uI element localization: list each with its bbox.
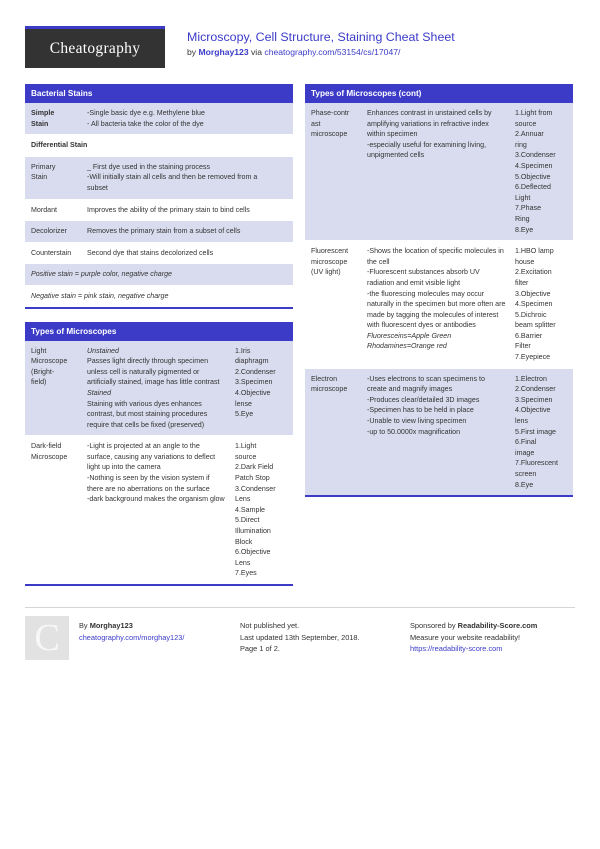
desc-line: naturally in the specimen but more often are [367,300,506,309]
step-line: 2.Excitation [515,268,552,277]
footer-sponsor-block [410,616,575,660]
desc-line: -Uses electrons to scan specimens to [367,374,485,383]
desc-line: - All bacteria take the color of the dye [87,119,204,128]
desc-line: Stained [87,388,112,397]
step-line: source [235,452,257,461]
sponsor-tagline: Measure your website readability! [410,632,521,642]
right-column [305,84,573,599]
desc-line: _ First dye used in the staining process [87,162,211,171]
row-term: Decolorizer [31,227,67,236]
page-footer [25,607,575,660]
desc-line: radiation and emit visible light [367,278,461,287]
step-line: 6.Final [515,438,537,447]
table-row [25,135,293,157]
row-steps [235,346,287,431]
row-term: Counterstain [31,248,72,257]
step-line: 6.Objective [235,548,271,557]
byline-via-label: via [248,47,265,57]
step-line: 5.Direct [235,516,260,525]
block-bacterial-stains [25,84,293,309]
desc-line: there are no aberrations on the surface [87,484,210,493]
row-steps [235,441,287,579]
sponsor-name: Readability-Score.com [457,621,538,630]
desc-line: -dark background makes the organism glow [87,495,225,504]
desc-line: -Specimen has to be held in place [367,406,474,415]
footer-author-line [79,620,184,632]
desc-line: amplifying variations in refractive index [367,119,489,128]
desc-line: Fluoresceins=Apple Green [367,331,452,340]
term-line: Stain [31,119,49,128]
step-line: 1.Light [235,442,257,451]
step-line: source [515,119,537,128]
desc-line: -Shows the location of specific molecules in [367,247,504,256]
step-line: 2.Condenser [515,385,556,394]
step-line: 3.Condenser [235,484,276,493]
block-title: Types of Microscopes (cont) [305,84,573,103]
header-titles [187,26,455,58]
table-row [25,221,293,243]
step-line: 3.Condenser [515,151,556,160]
desc-line: -Fluorescent substances absorb UV [367,268,480,277]
block-title: Bacterial Stains [25,84,293,103]
byline-by-label: by [187,47,199,57]
desc-line: -the fluorescing molecules may occur [367,289,485,298]
block-types-of-microscopes-cont [305,84,573,497]
desc-line: -Light is projected at an angle to the [87,442,200,451]
step-line: Illumination [235,527,271,536]
desc-line: -Single basic dye e.g. Methylene blue [87,109,205,117]
term-line: Simple [31,109,55,117]
table-row [25,286,293,307]
row-subheading: Differential Stain [31,141,88,150]
row-term [31,346,87,431]
step-line: 6.Deflected [515,183,551,192]
row-term [311,374,367,491]
desc-line: Staining with various dyes enhances [87,399,202,408]
table-row [25,243,293,265]
table-row [305,241,573,369]
publish-status: Not published yet. [240,621,300,630]
step-line: image [515,448,535,457]
row-description [367,246,515,363]
step-line: 4.Specimen [515,161,553,170]
term-line: Electron [311,374,338,383]
desc-line: the cell [367,257,390,266]
row-description [87,346,235,431]
desc-line: create and magnify images [367,385,453,394]
table-row [25,436,293,584]
footer-meta-block [240,616,410,660]
step-line: ring [515,140,527,149]
row-term [311,246,367,363]
table-row [25,264,293,286]
row-description: Improves the ability of the primary stain to bind cells [87,205,250,214]
desc-line: unless cell is naturally pigmented or [87,367,200,376]
step-line: filter [515,278,529,287]
last-updated: Last updated 13th September, 2018. [240,632,360,642]
step-line: Filter [515,342,531,351]
footer-author-text [79,616,184,660]
step-line: 7.Phase [515,204,542,213]
term-line: microscope [311,257,348,266]
block-title: Types of Microscopes [25,322,293,341]
step-line: 6.Barrier [515,331,543,340]
table-row [25,103,293,135]
term-line: (UV light) [311,268,341,277]
row-term: Mordant [31,205,58,214]
desc-line: light up into the camera [87,463,161,472]
step-line: Lens [235,495,251,504]
block-types-of-microscopes [25,322,293,586]
term-line: ast [311,119,321,128]
sponsor-url[interactable]: https://readability-score.com [410,644,503,653]
row-term [31,162,87,194]
term-line: Dark-field [31,442,62,451]
desc-line: -up to 50.0000x magnification [367,427,461,436]
term-line: Microscope [31,452,68,461]
desc-line: -Nothing is seen by the vision system if [87,474,210,483]
step-line: 1.Light from [515,109,553,117]
footer-author-name: Morghay123 [89,621,133,630]
step-line: 1.Electron [515,374,547,383]
table-row [305,369,573,496]
row-term [311,108,367,235]
desc-line: with fluorescent dyes or antibodies [367,321,476,330]
term-line: Stain [31,173,48,182]
row-term [31,441,87,579]
step-line: 2.Annuar [515,130,544,139]
desc-line: contrast, but most staining procedures [87,410,208,419]
desc-line: -especially useful for examining living, [367,140,487,149]
row-description: Second dye that stains decolorized cells [87,248,214,257]
desc-line: Passes light directly through specimen [87,357,209,366]
avatar: C [25,616,69,660]
step-line: screen [515,470,537,478]
sponsor-line [410,620,575,632]
row-steps [515,246,567,363]
desc-line: Enhances contrast in unstained cells by [367,109,492,117]
step-line: Ring [515,214,530,223]
term-line: microscope [311,385,348,394]
row-description [367,374,515,491]
row-note: Positive stain = purple color, negative charge [31,270,172,279]
row-description [87,441,235,579]
step-line: 8.Eye [515,480,534,489]
step-line: 7.Eyepiece [515,353,551,362]
desc-line: Rhodamines=Orange red [367,342,447,351]
desc-line: surface, causing any variations to deflect [87,452,216,461]
step-line: 4.Objective [515,406,551,415]
footer-by-label: By [79,621,90,630]
table-row [25,341,293,437]
table-row [25,200,293,222]
step-line: lens [515,417,529,426]
desc-line: -Unable to view living specimen [367,417,467,426]
step-line: 4.Objective [235,388,271,397]
table-row [25,157,293,200]
desc-line: -Will initially stain all cells and then be removed from a [87,173,258,182]
desc-line: require that cells be fixed (preserved) [87,420,205,429]
row-description [367,108,515,235]
step-line: 4.Specimen [515,300,553,309]
step-line: Lens [235,558,251,567]
step-line: 3.Specimen [515,395,553,404]
step-line: Patch Stop [235,474,270,483]
step-line: lense [235,399,252,408]
term-line: (Bright- [31,367,55,376]
byline [187,47,455,58]
step-line: 4.Sample [235,505,265,514]
desc-line: Unstained [87,346,119,355]
row-note: Negative stain = pink stain, negative charge [31,291,169,300]
step-line: 7.Eyes [235,569,257,578]
footer-author-url[interactable]: cheatography.com/morghay123/ [79,632,185,642]
step-line: 5.Objective [515,172,551,181]
step-line: 1.HBO lamp [515,247,554,256]
content-columns [0,68,600,599]
step-line: 2.Dark Field [235,463,274,472]
page-number: Page 1 of 2. [240,644,280,653]
term-line: Phase-contr [311,109,350,117]
row-description: Removes the primary stain from a subset of cells [87,227,241,236]
desc-line: made by tagging the molecules of interest [367,310,499,319]
step-line: 5.First image [515,427,556,436]
desc-line: within specimen [367,130,418,139]
term-line: Fluorescent [311,247,349,256]
step-line: 5.Dichroic [515,310,547,319]
step-line: 5.Eye [235,410,254,419]
desc-line: artificially stained, image has little contrast [87,378,220,387]
step-line: Light [515,193,531,202]
row-description [87,108,287,129]
term-line: Light [31,346,47,355]
term-line: Primary [31,162,56,171]
step-line: 1.Iris [235,346,251,355]
page-title: Microscopy, Cell Structure, Staining Cheat Sheet [187,30,455,44]
step-line: Block [235,537,253,546]
cheatography-logo[interactable] [25,26,165,68]
term-line: microscope [311,130,348,139]
desc-line: unpigmented cells [367,151,425,160]
row-steps [515,374,567,491]
left-column [25,84,293,599]
desc-line: -Produces clear/detailed 3D images [367,395,480,404]
sponsor-label: Sponsored by [410,621,458,630]
row-description [87,162,287,194]
step-line: 8.Eye [515,225,534,234]
logo-text: Cheatography [49,39,141,57]
byline-source-url[interactable]: cheatography.com/53154/cs/17047/ [264,47,401,57]
step-line: diaphragm [235,357,269,366]
step-line: house [515,257,535,266]
term-line: field) [31,378,47,387]
row-steps [515,108,567,235]
desc-line: subset [87,183,108,192]
step-line: 3.Objective [515,289,551,298]
step-line: 3.Specimen [235,378,273,387]
step-line: beam splitter [515,321,556,330]
term-line: Microscope [31,357,68,366]
table-row [305,103,573,241]
step-line: 2.Condenser [235,367,276,376]
footer-author-block [25,616,240,660]
page-header [0,0,600,68]
byline-author[interactable]: Morghay123 [198,47,249,57]
row-term [31,108,87,129]
step-line: 7.Fluorescent [515,459,558,468]
